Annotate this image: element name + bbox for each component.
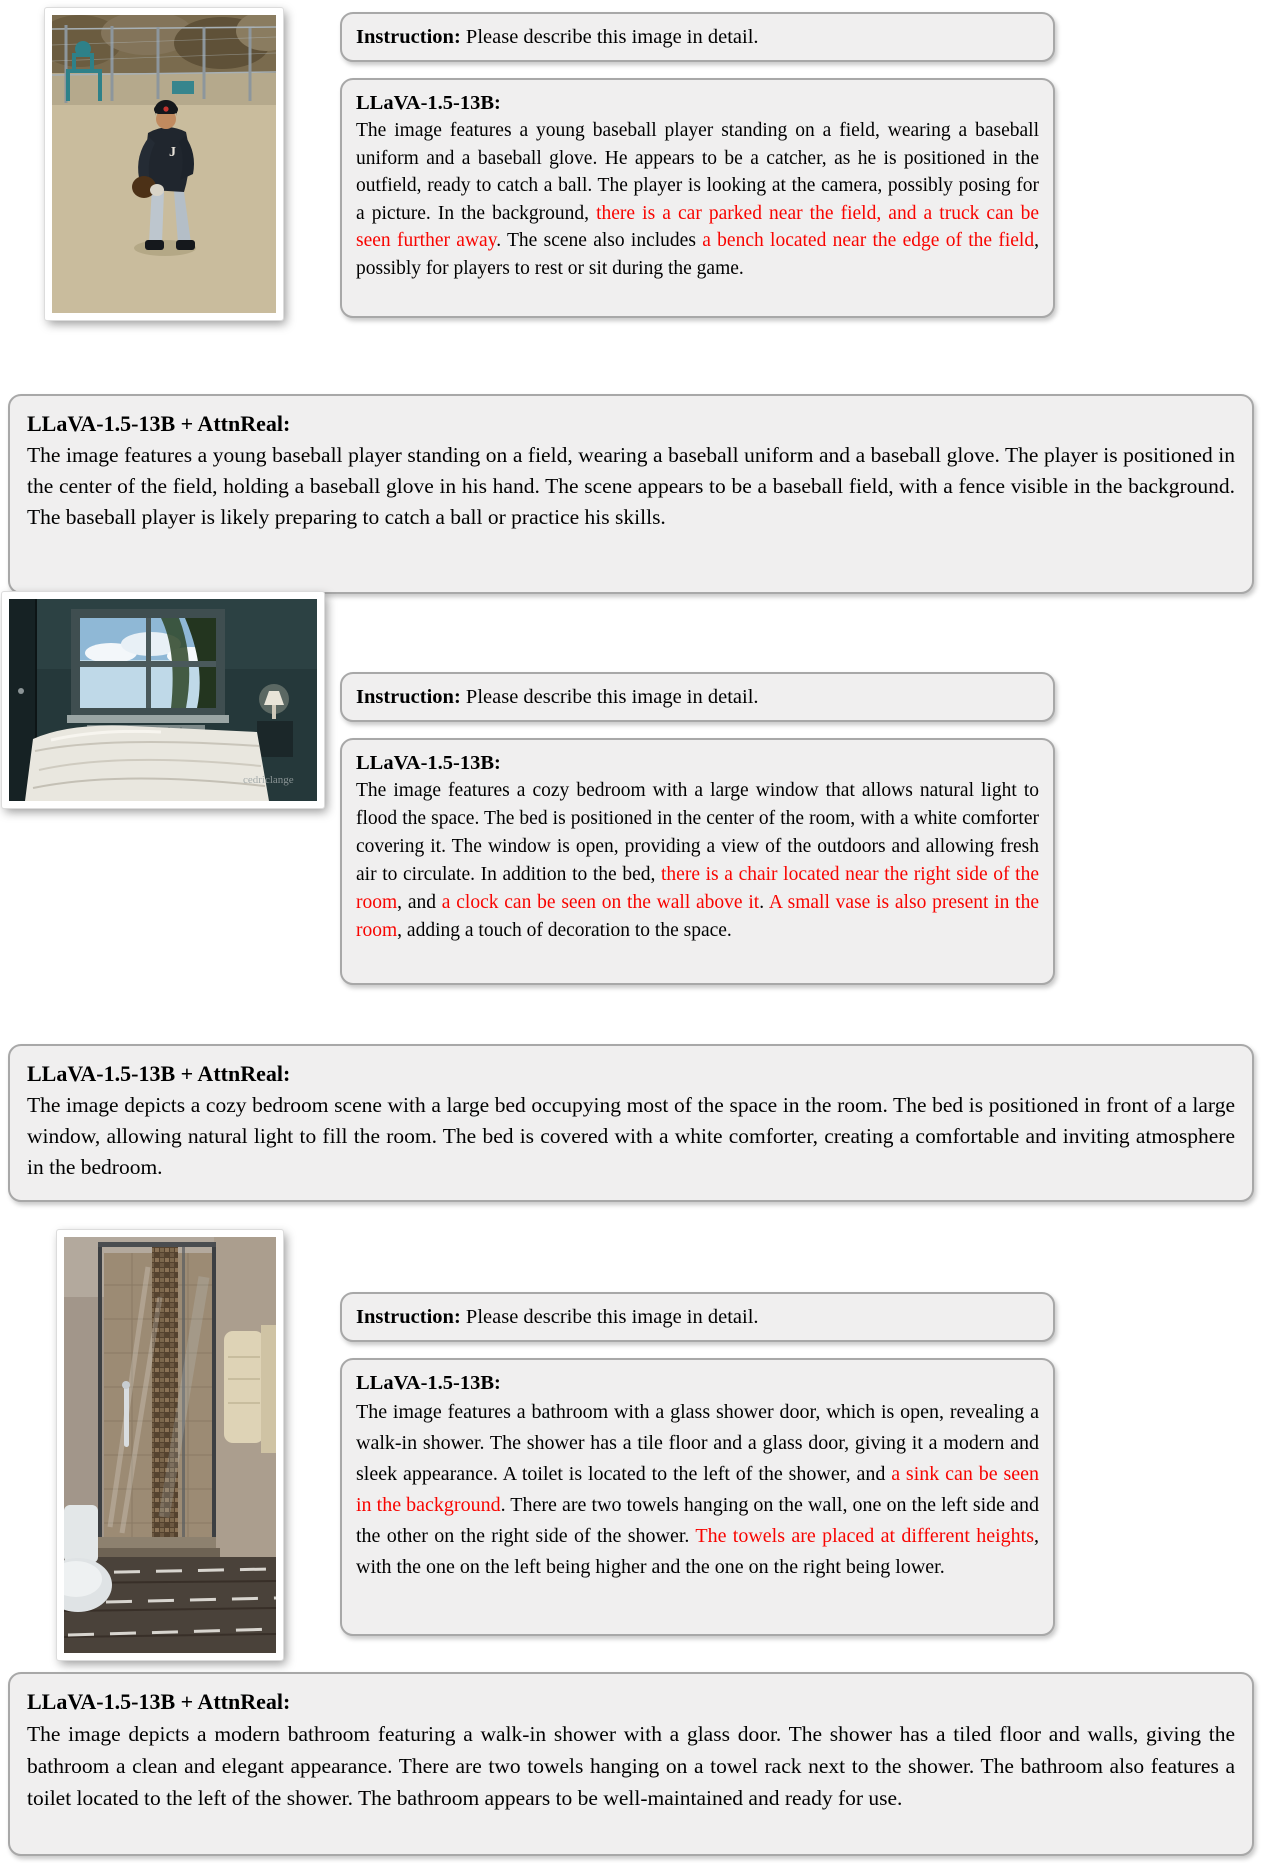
model-output-text: The image depicts a cozy bedroom scene with a large bed occupying most of the space in the room. The bed is positioned in front of a large window, allowing natural light to fill the room. The bed is covered with a white comforter, creating a comfortable and inviting atmosphere in the bedroom.	[27, 1093, 1235, 1179]
attnreal-output-box-1	[8, 394, 1254, 594]
photo-watermark: cedriclange	[243, 774, 294, 786]
hallucinated-text-segment: a clock can be seen on the wall above it	[441, 892, 760, 913]
model-title: LLaVA-1.5-13B:	[356, 1372, 501, 1394]
bedroom-photo	[2, 592, 324, 808]
model-title: LLaVA-1.5-13B + AttnReal:	[27, 1061, 291, 1086]
attnreal-output-box-3	[8, 1672, 1254, 1856]
instruction-label: Instruction:	[356, 26, 461, 48]
hallucinated-text-segment: A small vase is also present in the room	[356, 892, 1039, 941]
model-output-text: The image features a young baseball player standing on a field, wearing a baseball uniform and a baseball glove. The player is positioned in the center of the field, holding a baseball glove in his hand. The scene appears to be a baseball field, with a fence visible in the background. The baseball player is likely preparing to catch a ball or practice his skills.	[27, 443, 1235, 529]
instruction-box-2	[340, 672, 1055, 722]
model-output-text	[356, 777, 1039, 945]
instruction-label: Instruction:	[356, 1306, 461, 1328]
attnreal-output-box-2	[8, 1044, 1254, 1202]
text-segment: . There are two towels hanging on the wall, one on the left side and the other on the right side of the shower.	[356, 1494, 1039, 1547]
model-title: LLaVA-1.5-13B:	[356, 92, 501, 114]
text-segment: , possibly for players to rest or sit during the game.	[356, 230, 1039, 279]
model-title: LLaVA-1.5-13B + AttnReal:	[27, 411, 291, 436]
baseline-output-box-1	[340, 78, 1055, 318]
hallucinated-text-segment: there is a chair located near the right side of the room	[356, 864, 1039, 913]
text-segment: The image features a bathroom with a glass shower door, which is open, revealing a walk-in shower. The shower has a tile floor and a glass door, giving it a modern and sleek appearance. A toilet is located to the left of the shower, and	[356, 1401, 1039, 1485]
bedroom-photo-art	[9, 599, 317, 801]
text-segment: , and	[397, 892, 442, 913]
text-segment: , with the one on the left being higher and the one on the right being lower.	[356, 1525, 1039, 1578]
baseball-photo-art	[52, 15, 276, 313]
svg-text:J: J	[169, 145, 176, 160]
instruction-text: Please describe this image in detail.	[465, 1306, 759, 1328]
instruction-text: Please describe this image in detail.	[465, 26, 759, 48]
text-segment: The image features a cozy bedroom with a large window that allows natural light to flood the space. The bed is positioned in the center of the room, with a white comforter covering it. The window is open, providing a view of the outdoors and allowing fresh air to circulate. In addition to the bed,	[356, 780, 1039, 885]
hallucinated-text-segment: a bench located near the edge of the field	[702, 230, 1035, 251]
model-output-text: The image depicts a modern bathroom featuring a walk-in shower with a glass door. The shower has a tiled floor and walls, giving the bathroom a clean and elegant appearance. There are two towels hanging on a towel rack next to the shower. The bathroom also features a toilet located to the left of the shower. The bathroom appears to be well-maintained and ready for use.	[27, 1722, 1235, 1810]
hallucinated-text-segment: a sink can be seen in the background	[356, 1463, 1040, 1516]
hallucinated-text-segment: there is a car parked near the field, and a truck can be seen further away	[356, 202, 1039, 251]
model-output-text	[356, 1397, 1039, 1583]
text-segment: The image features a young baseball player standing on a field, wearing a baseball uniform and a baseball glove. He appears to be a catcher, as he is positioned in the outfield, ready to catch a ball. The player is looking at the camera, possibly posing for a picture. In the background,	[356, 120, 1039, 224]
baseline-output-box-2	[340, 738, 1055, 985]
model-output-text	[356, 117, 1039, 282]
instruction-text: Please describe this image in detail.	[465, 686, 759, 708]
model-title: LLaVA-1.5-13B + AttnReal:	[27, 1689, 291, 1714]
instruction-box-1	[340, 12, 1055, 62]
instruction-label: Instruction:	[356, 686, 461, 708]
text-segment: . The scene also includes	[496, 230, 703, 251]
bathroom-photo-art	[64, 1237, 276, 1653]
instruction-box-3	[340, 1292, 1055, 1342]
text-segment: .	[759, 892, 769, 913]
hallucinated-text-segment: The towels are placed at different heights	[695, 1525, 1034, 1547]
text-segment: , adding a touch of decoration to the space.	[397, 920, 732, 941]
model-title: LLaVA-1.5-13B:	[356, 752, 501, 774]
baseball-photo	[45, 8, 283, 320]
baseline-output-box-3	[340, 1358, 1055, 1636]
bathroom-photo	[57, 1230, 283, 1660]
